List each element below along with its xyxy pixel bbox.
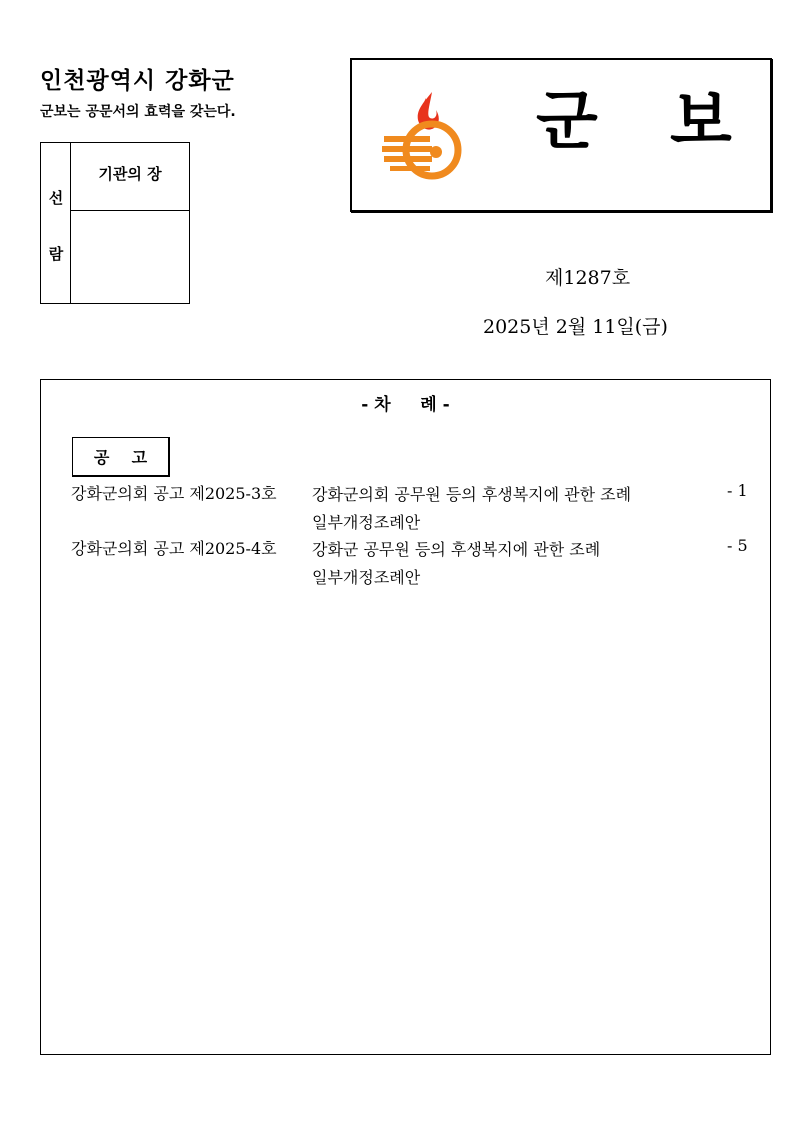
toc-entry-notice: 강화군의회 공고 제2025-3호 (71, 484, 277, 503)
issue-date: 2025년 2월 11일(금) (483, 316, 668, 338)
circulation-head-label: 기관의 장 (71, 143, 189, 211)
table-of-contents (40, 379, 771, 1055)
gangwha-emblem-icon (380, 88, 470, 180)
organization-title: 인천광역시 강화군 (40, 68, 235, 94)
toc-entry-subject-line2: 일부개정조례안 (312, 513, 421, 532)
bulletin-title-box (350, 58, 772, 212)
toc-entry (71, 481, 771, 541)
issue-number: 제1287호 (545, 267, 631, 289)
toc-entry (71, 536, 771, 596)
circulation-box (40, 142, 190, 304)
toc-title: - 차 례 - (361, 395, 450, 415)
toc-entry-page: - 5 (727, 536, 748, 555)
circulation-side-label-2: 람 (48, 245, 64, 263)
title-char-2: 보 (670, 85, 732, 159)
toc-entry-notice: 강화군의회 공고 제2025-4호 (71, 539, 277, 558)
circulation-side-label-1: 선 (48, 189, 64, 207)
section-label: 공 고 (72, 437, 170, 477)
toc-entry-page: - 1 (727, 481, 748, 500)
toc-entry-subject-line2: 일부개정조례안 (312, 568, 421, 587)
effect-note: 군보는 공문서의 효력을 갖는다. (40, 104, 236, 120)
circulation-side (41, 143, 71, 303)
toc-entry-subject (312, 481, 631, 537)
toc-entry-subject-line1: 강화군의회 공무원 등의 후생복지에 관한 조례 (312, 485, 632, 504)
toc-entry-subject-line1: 강화군 공무원 등의 후생복지에 관한 조례 (312, 540, 601, 559)
title-char-1: 군 (536, 85, 598, 159)
toc-entry-subject (312, 536, 600, 592)
